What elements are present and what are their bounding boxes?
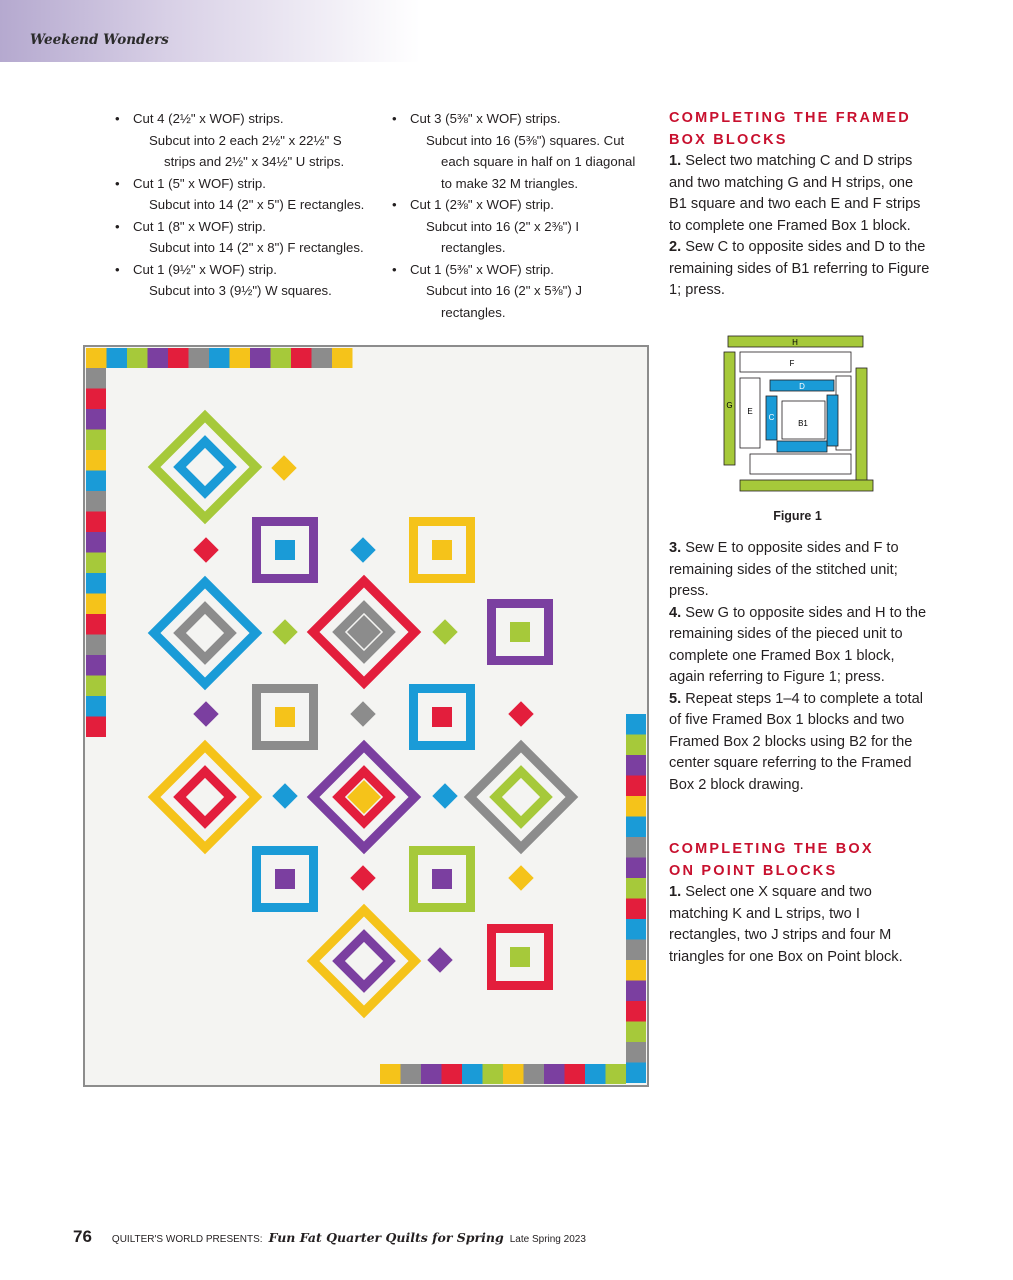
box-center: [432, 707, 452, 727]
border-square: [626, 1042, 646, 1063]
border-square: [107, 348, 128, 368]
border-square: [626, 837, 646, 858]
figure-caption: Figure 1: [773, 509, 822, 523]
border-square: [86, 655, 106, 676]
border-square: [483, 1064, 504, 1084]
subcut-line: to make 32 M triangles.: [441, 175, 579, 191]
subcut-line: each square in half on 1 diagonal: [441, 154, 636, 169]
border-square: [86, 368, 106, 389]
boxpoint-heading: COMPLETING THE BOX ON POINT BLOCKS: [669, 841, 874, 879]
subcut-line: rectangles.: [441, 240, 506, 255]
cut-item: [392, 108, 657, 130]
bullet: •: [115, 175, 120, 191]
strip-f-top: [740, 352, 851, 372]
box-center: [275, 869, 295, 889]
subcut-text: [115, 130, 385, 173]
border-square: [626, 960, 646, 981]
subcut-line: Subcut into 16 (2" x 5⅜") J: [426, 283, 582, 298]
cutting-list-2: [392, 108, 657, 323]
border-square: [606, 1064, 627, 1084]
framed-step-4: 4. Sew G to opposite sides and H to the remaining sides of the pieced unit to complete one Framed Box 1 block, again referring to Figure 1; press.: [669, 604, 927, 685]
border-square: [86, 676, 106, 697]
border-square: [86, 635, 106, 656]
boxpoint-section: [669, 839, 934, 968]
bullet: •: [392, 197, 397, 212]
header-band: [0, 0, 420, 62]
strip-c-right: [827, 395, 838, 446]
cut-text: Cut 1 (5⅜" x WOF) strip.: [410, 261, 554, 277]
subcut-text: [392, 216, 657, 259]
border-square: [626, 878, 646, 899]
border-square: [626, 899, 646, 920]
subcut-line: Subcut into 14 (2" x 8") F rectangles.: [149, 240, 364, 255]
strip-d-bottom: [777, 441, 827, 452]
border-square: [127, 348, 148, 368]
cutting-column-1: [115, 108, 385, 302]
subcut-line: strips and 2½" x 34½" U strips.: [164, 154, 345, 169]
subcut-line: Subcut into 16 (2" x 2⅜") I: [426, 218, 580, 234]
figure-1-diagram: [720, 334, 875, 496]
bullet: •: [392, 261, 397, 277]
framed-heading: COMPLETING THE FRAMED BOX BLOCKS: [669, 110, 911, 148]
cut-text: Cut 1 (2⅜" x WOF) strip.: [410, 197, 554, 212]
border-square: [626, 755, 646, 776]
border-square: [86, 450, 106, 471]
border-square: [86, 389, 106, 410]
label-h: H: [792, 338, 798, 347]
framed-section: [669, 108, 934, 302]
subcut-line: Subcut into 14 (2" x 5") E rectangles.: [149, 197, 365, 212]
cut-text: Cut 4 (2½" x WOF) strips.: [133, 111, 284, 126]
border-square: [86, 491, 106, 512]
cut-item: [392, 194, 657, 216]
border-square: [209, 348, 230, 368]
section-tag: Weekend Wonders: [30, 32, 169, 48]
border-square: [626, 919, 646, 940]
border-square: [626, 735, 646, 756]
strip-h-bottom: [740, 480, 873, 491]
subcut-line: Subcut into 3 (9½") W squares.: [149, 283, 332, 298]
strip-f-bottom: [750, 454, 851, 474]
label-e: E: [747, 407, 753, 416]
cutting-list-1: [115, 108, 385, 302]
border-square: [442, 1064, 463, 1084]
border-square: [544, 1064, 565, 1084]
border-square: [86, 696, 106, 717]
border-square: [250, 348, 271, 368]
border-square: [230, 348, 251, 368]
border-square: [148, 348, 169, 368]
border-square: [524, 1064, 545, 1084]
border-square: [86, 430, 106, 451]
cutting-column-2: [392, 108, 657, 323]
subcut-text: [392, 280, 657, 323]
bullet: •: [392, 111, 397, 126]
border-square: [626, 981, 646, 1002]
border-square: [86, 614, 106, 635]
subcut-text: [392, 130, 657, 195]
border-square: [565, 1064, 586, 1084]
border-square: [271, 348, 292, 368]
subcut-line: Subcut into 16 (5⅜") squares. Cut: [426, 132, 625, 148]
cut-item: [115, 216, 385, 238]
cut-text: Cut 3 (5⅜" x WOF) strips.: [410, 111, 561, 126]
border-square: [291, 348, 312, 368]
border-square: [626, 714, 646, 735]
border-square: [86, 512, 106, 533]
box-center: [510, 947, 530, 967]
border-square: [332, 348, 353, 368]
cut-item: [115, 259, 385, 281]
border-square: [626, 1001, 646, 1022]
label-g: G: [726, 401, 733, 410]
cut-text: Cut 1 (8" x WOF) strip.: [133, 218, 266, 234]
publication-title: Fun Fat Quarter Quilts for Spring: [268, 1230, 504, 1245]
border-square: [86, 348, 107, 368]
box-center: [432, 869, 452, 889]
framed-section-cont: [669, 538, 934, 796]
box-center: [432, 540, 452, 560]
footer-presents: QUILTER'S WORLD PRESENTS:: [111, 1234, 263, 1245]
box-center: [275, 540, 295, 560]
border-square: [626, 1063, 646, 1084]
box-center: [510, 622, 530, 642]
cut-item: [392, 259, 657, 281]
border-square: [86, 553, 106, 574]
box-center: [275, 707, 295, 727]
cut-item: [115, 173, 385, 195]
page-footer: [73, 1227, 586, 1247]
border-square: [189, 348, 210, 368]
bullet: •: [115, 261, 120, 277]
cut-item: [115, 108, 385, 130]
subcut-text: [115, 280, 385, 302]
framed-step-5: 5. Repeat steps 1–4 to complete a total of five Framed Box 1 blocks and two Framed Box 2 blocks using B2 for the center square referring to the Framed Box 2 block drawing.: [669, 690, 923, 793]
subcut-text: [115, 237, 385, 259]
bullet: •: [115, 111, 120, 126]
border-square: [626, 776, 646, 797]
border-square: [86, 409, 106, 430]
border-square: [168, 348, 189, 368]
strip-g-right: [856, 368, 867, 481]
framed-step-3: 3. Sew E to opposite sides and F to remaining sides of the stitched unit; press.: [669, 540, 899, 599]
framed-step-1: 1. Select two matching C and D strips and two matching G and H strips, one B1 square and two each E and F strips to complete one Framed Box 1 block.: [669, 153, 921, 234]
cut-text: Cut 1 (9½" x WOF) strip.: [133, 261, 277, 277]
subcut-line: Subcut into 2 each 2½" x 22½" S: [149, 132, 342, 148]
border-square: [626, 817, 646, 838]
page-number: 76: [73, 1227, 92, 1246]
label-f: F: [789, 359, 795, 368]
border-square: [86, 573, 106, 594]
border-square: [626, 858, 646, 879]
label-b1: B1: [798, 419, 808, 428]
border-square: [626, 940, 646, 961]
border-square: [462, 1064, 483, 1084]
border-square: [626, 796, 646, 817]
label-d: D: [799, 382, 805, 391]
label-c: C: [768, 413, 775, 422]
border-square: [626, 1022, 646, 1043]
border-square: [401, 1064, 422, 1084]
border-square: [86, 532, 106, 553]
boxpoint-step-1: 1. Select one X square and two matching K and L strips, two I rectangles, two J strips and four M triangles for one Box on Point block.: [669, 884, 903, 965]
border-square: [86, 717, 106, 738]
border-square: [86, 594, 106, 615]
issue-date: Late Spring 2023: [509, 1234, 586, 1245]
border-square: [585, 1064, 606, 1084]
subcut-text: [115, 194, 385, 216]
bullet: •: [115, 218, 120, 234]
quilt-photo: [83, 345, 649, 1087]
subcut-line: rectangles.: [441, 304, 506, 320]
border-square: [312, 348, 333, 368]
framed-step-2: 2. Sew C to opposite sides and D to the remaining sides of B1 referring to Figure 1; press.: [669, 239, 930, 298]
border-square: [86, 471, 106, 492]
border-square: [421, 1064, 442, 1084]
cut-text: Cut 1 (5" x WOF) strip.: [133, 175, 266, 191]
border-square: [503, 1064, 524, 1084]
border-square: [380, 1064, 401, 1084]
